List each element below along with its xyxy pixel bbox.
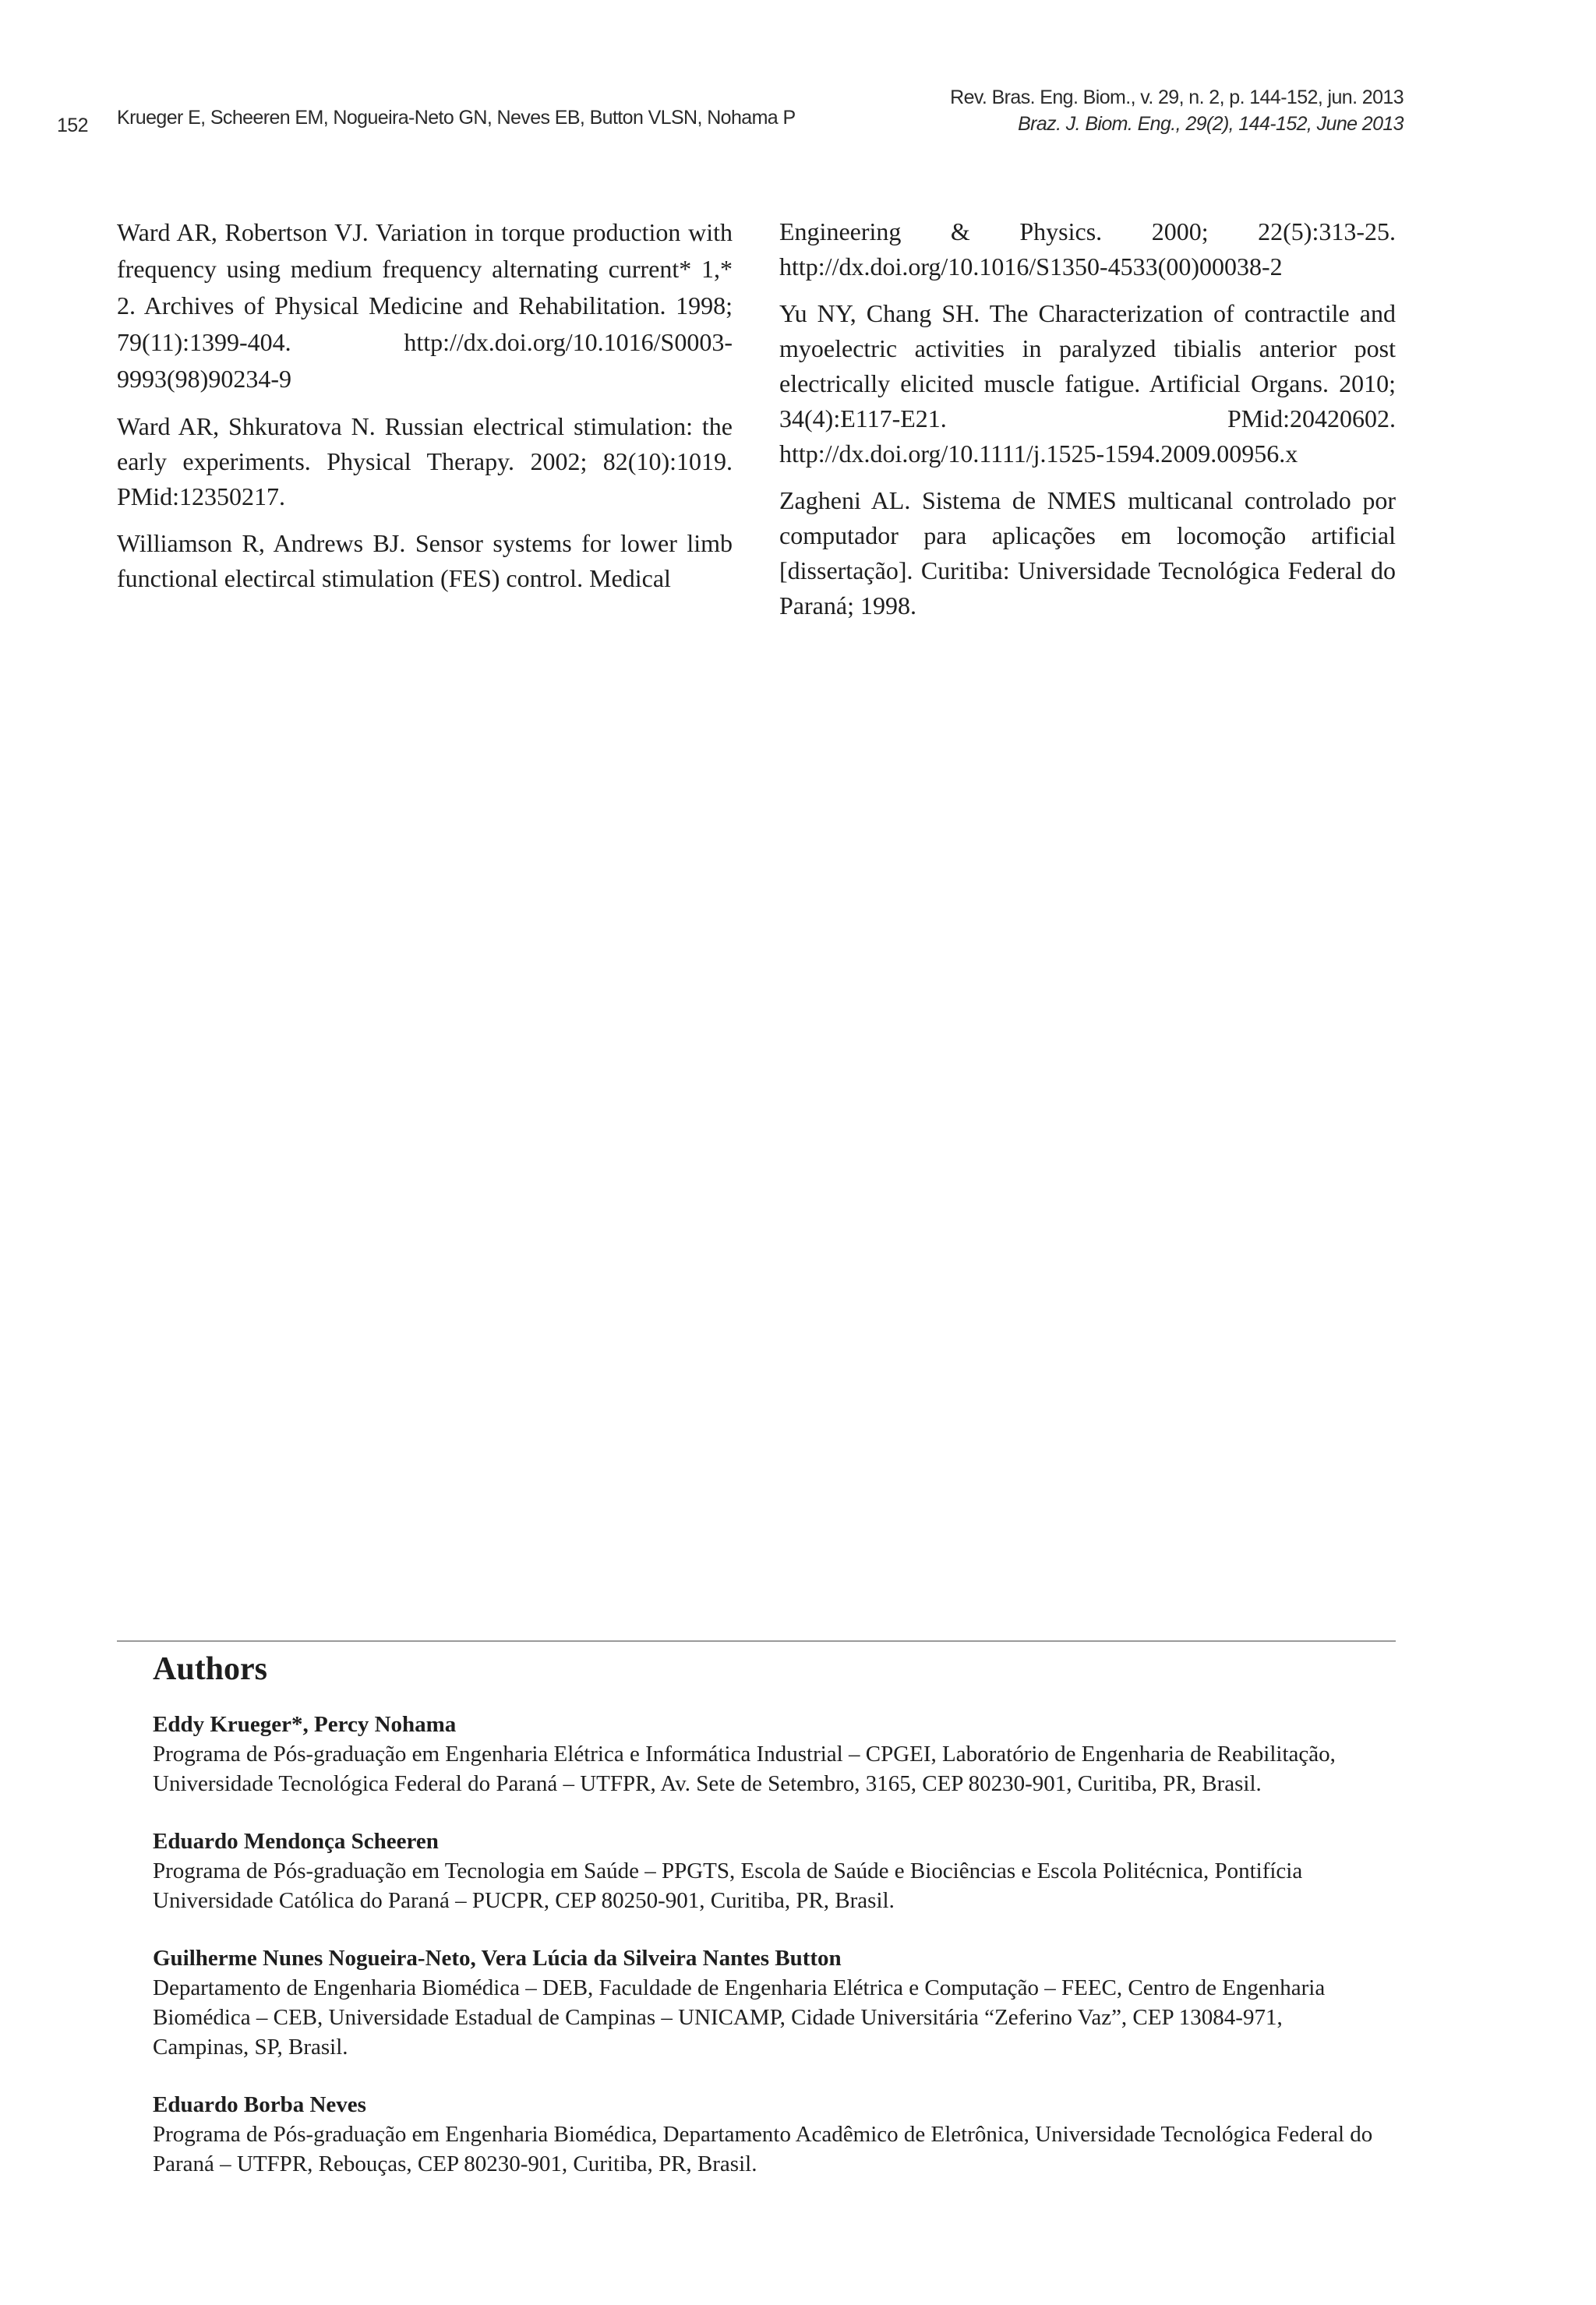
author-entry	[153, 1943, 1376, 2062]
authors-divider	[117, 1640, 1396, 1642]
reference-entry: Williamson R, Andrews BJ. Sensor systems for lower limb functional electircal stimulation (FES) control. Medical	[117, 529, 733, 592]
authors-section	[153, 1647, 1376, 2207]
authors-heading: Authors	[153, 1651, 268, 1687]
reference-entry: Engineering & Physics. 2000; 22(5):313-25. http://dx.doi.org/10.1016/S1350-4533(00)00038-2	[779, 217, 1396, 281]
page-number: 152	[57, 115, 88, 136]
author-affiliation: Departamento de Engenharia Biomédica – DEB, Faculdade de Engenharia Elétrica e Computação – FEEC, Centro de Engenharia Biomédica – CEB, Universidade Estadual de Campinas – UNICAMP, Cidade Universitária “Zeferino Vaz”, CEP 13084-971, Campinas, SP, Brasil.	[153, 1975, 1326, 2060]
author-entry	[153, 2090, 1376, 2179]
journal-citation-en: Braz. J. Biom. Eng., 29(2), 144-152, June 2013	[1018, 113, 1404, 135]
author-affiliation: Programa de Pós-graduação em Tecnologia em Saúde – PPGTS, Escola de Saúde e Biociências e Escola Politécnica, Pontifícia Universidade Católica do Paraná – PUCPR, CEP 80250-901, Curitiba, PR, Brasil.	[153, 1858, 1303, 1913]
author-entry	[153, 1710, 1376, 1798]
references-right-column	[779, 214, 1396, 635]
author-name: Eduardo Mendonça Scheeren	[153, 1829, 439, 1854]
journal-citation-pt: Rev. Bras. Eng. Biom., v. 29, n. 2, p. 144-152, jun. 2013	[950, 86, 1404, 108]
references-left-column	[117, 214, 733, 608]
reference-entry: Yu NY, Chang SH. The Characterization of contractile and myoelectric activities in paralyzed tibialis anterior post electrically elicited muscle fatigue. Artificial Organs. 2010; 34(4):E117-E21. PMid:20420602. http://dx.doi.org/10.1111/j.1525-1594.2009.00956.x	[779, 299, 1396, 468]
author-affiliation: Programa de Pós-graduação em Engenharia Biomédica, Departamento Acadêmico de Eletrônica, Universidade Tecnológica Federal do Paraná – UTFPR, Rebouças, CEP 80230-901, Curitiba, PR, Brasil.	[153, 2122, 1373, 2176]
author-affiliation: Programa de Pós-graduação em Engenharia Elétrica e Informática Industrial – CPGEI, Laboratório de Engenharia de Reabilitação, Universidade Tecnológica Federal do Paraná – UTFPR, Av. Sete de Setembro, 3165, CEP 80230-901, Curitiba, PR, Brasil.	[153, 1742, 1336, 1796]
author-entry	[153, 1827, 1376, 1915]
running-header-authors: Krueger E, Scheeren EM, Nogueira-Neto GN, Neves EB, Button VLSN, Nohama P	[117, 107, 796, 129]
reference-entry: Ward AR, Robertson VJ. Variation in torque production with frequency using medium frequency alternating current* 1,* 2. Archives of Physical Medicine and Rehabilitation. 1998; 79(11):1399-404. http://dx.doi.org/10.1016/S0003-9993(98)90234-9	[117, 218, 733, 393]
author-name: Guilherme Nunes Nogueira-Neto, Vera Lúcia da Silveira Nantes Button	[153, 1946, 842, 1971]
reference-entry: Zagheni AL. Sistema de NMES multicanal controlado por computador para aplicações em locomoção artificial [dissertação]. Curitiba: Universidade Tecnológica Federal do Paraná; 1998.	[779, 486, 1396, 619]
author-name: Eduardo Borba Neves	[153, 2092, 366, 2117]
reference-entry: Ward AR, Shkuratova N. Russian electrical stimulation: the early experiments. Physical Therapy. 2002; 82(10):1019. PMid:12350217.	[117, 412, 733, 510]
author-name: Eddy Krueger*, Percy Nohama	[153, 1712, 457, 1737]
